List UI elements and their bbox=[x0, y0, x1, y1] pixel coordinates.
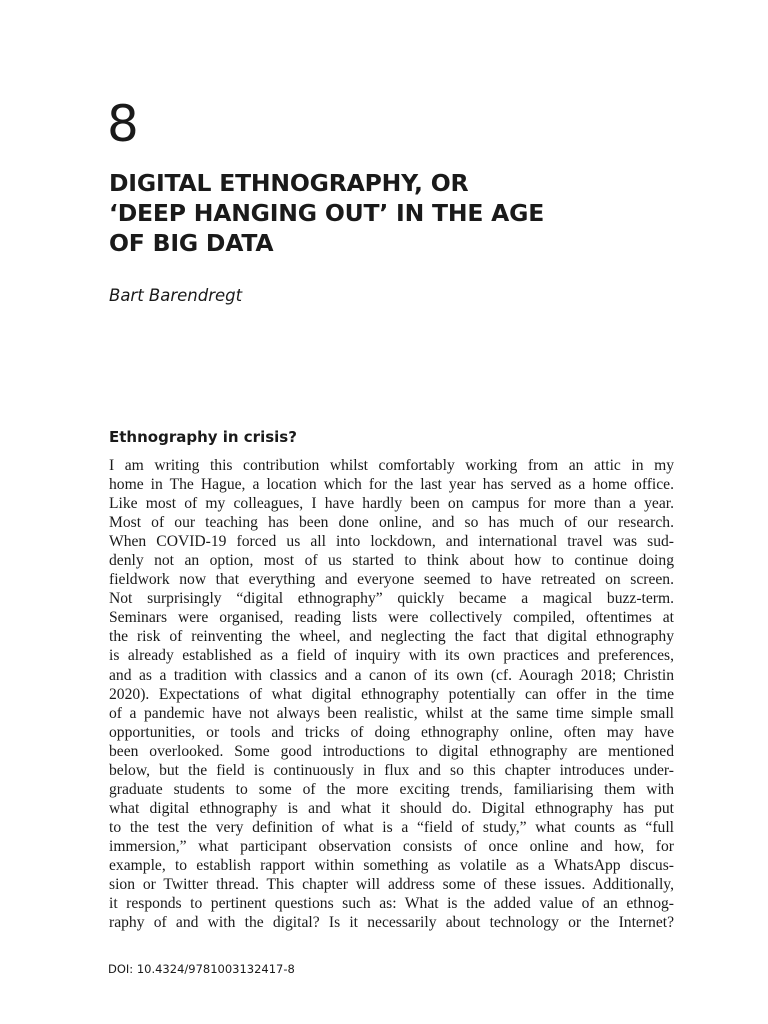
body-line: opportunities, or tools and tricks of doing ethnography online, often may have bbox=[109, 723, 674, 741]
body-line: Like most of my colleagues, I have hardly been on campus for more than a year. bbox=[109, 495, 674, 513]
body-line: home in The Hague, a location which for the last year has served as a home office. bbox=[109, 476, 674, 494]
body-line: of a pandemic have not always been realistic, whilst at the same time simple small bbox=[109, 704, 674, 722]
chapter-author: Bart Barendregt bbox=[109, 286, 243, 305]
body-line: and as a tradition with classics and a canon of its own (cf. Aouragh 2018; Christin bbox=[109, 666, 674, 684]
body-line: When COVID-19 forced us all into lockdown, and international travel was sud- bbox=[109, 533, 674, 551]
body-line: fieldwork now that everything and everyone seemed to have retreated on screen. bbox=[109, 571, 674, 589]
body-line: I am writing this contribution whilst comfortably working from an attic in my bbox=[109, 457, 674, 474]
body-line: to the test the very definition of what is a “field of study,” what counts as “full bbox=[109, 818, 674, 836]
body-line: is already established as a field of inquiry with its own practices and preferences, bbox=[109, 647, 674, 665]
chapter-title-line: ‘DEEP HANGING OUT’ IN THE AGE bbox=[109, 199, 545, 227]
doi-footer: DOI: 10.4324/9781003132417-8 bbox=[108, 962, 295, 976]
body-line: below, but the field is continuously in flux and so this chapter introduces under- bbox=[109, 761, 674, 779]
body-line: it responds to pertinent questions such as: What is the added value of an ethnog- bbox=[109, 895, 674, 913]
body-paragraph bbox=[109, 456, 674, 932]
chapter-title bbox=[109, 168, 669, 258]
chapter-title-line: DIGITAL ETHNOGRAPHY, OR bbox=[109, 169, 469, 197]
body-line: raphy of and with the digital? Is it necessarily about technology or the Internet? bbox=[109, 914, 674, 932]
chapter-number: 8 bbox=[107, 95, 139, 153]
body-line: graduate students to some of the more exciting trends, familiarising them with bbox=[109, 780, 674, 798]
body-line: Most of our teaching has been done online, and so has much of our research. bbox=[109, 514, 674, 532]
body-line: Seminars were organised, reading lists were collectively compiled, oftentimes at bbox=[109, 609, 674, 627]
section-heading: Ethnography in crisis? bbox=[109, 428, 297, 446]
body-line: what digital ethnography is and what it should do. Digital ethnography has put bbox=[109, 799, 674, 817]
body-line: Not surprisingly “digital ethnography” quickly became a magical buzz-term. bbox=[109, 590, 674, 608]
body-line: denly not an option, most of us started to think about how to continue doing bbox=[109, 552, 674, 570]
chapter-title-line: OF BIG DATA bbox=[109, 229, 274, 257]
body-line: example, to establish rapport within something as volatile as a WhatsApp discus- bbox=[109, 856, 674, 874]
body-line: 2020). Expectations of what digital ethnography potentially can offer in the time bbox=[109, 685, 674, 703]
body-line: sion or Twitter thread. This chapter will address some of these issues. Additionally, bbox=[109, 876, 674, 894]
body-line: the risk of reinventing the wheel, and neglecting the fact that digital ethnography bbox=[109, 628, 674, 646]
body-line: immersion,” what participant observation consists of once online and how, for bbox=[109, 837, 674, 855]
body-line: been overlooked. Some good introductions to digital ethnography are mentioned bbox=[109, 742, 674, 760]
